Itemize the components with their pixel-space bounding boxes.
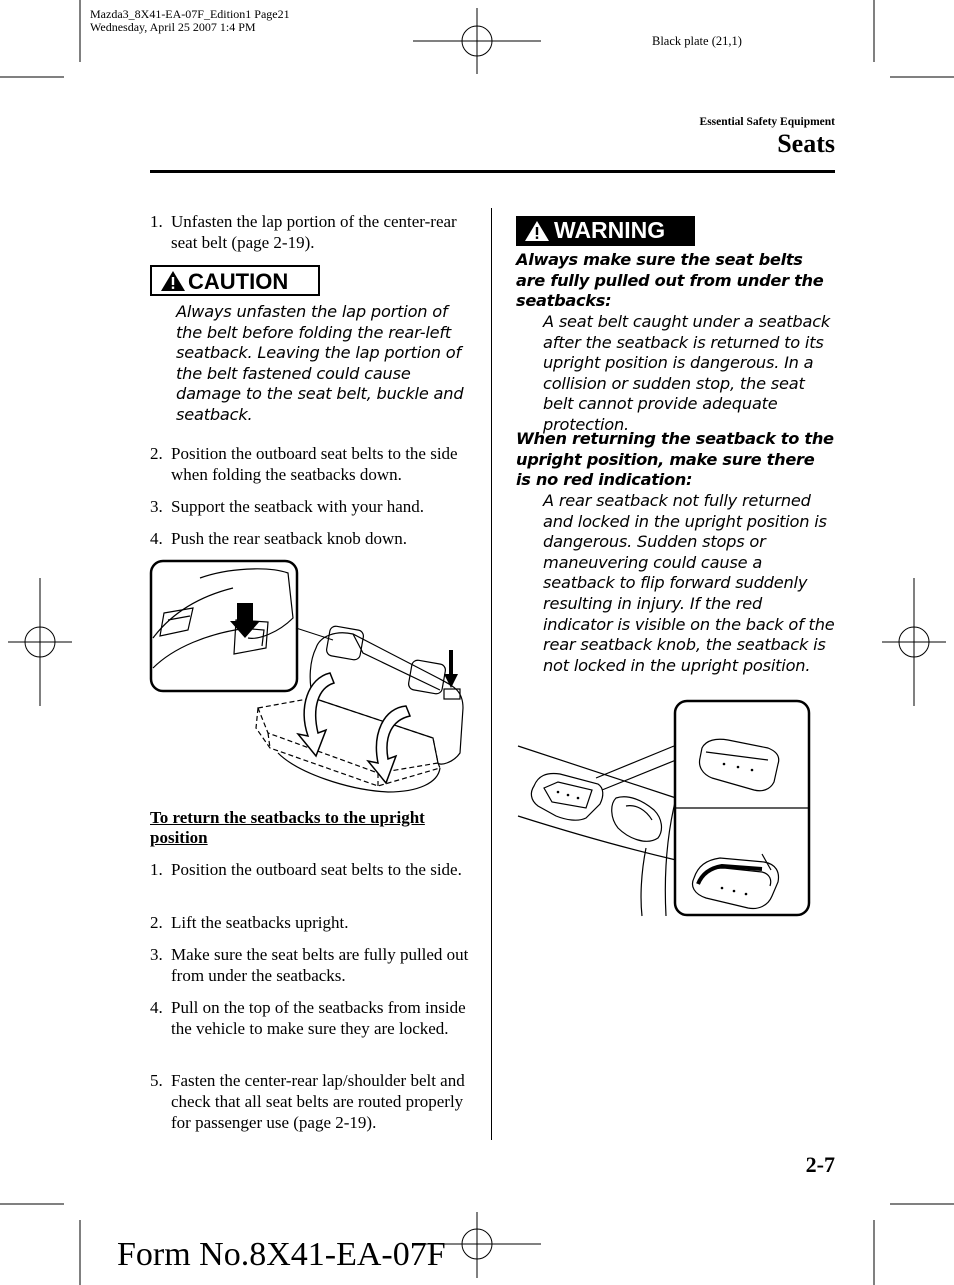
seatback-knob-indicator-illustration: [516, 698, 812, 920]
print-date-line: Wednesday, April 25 2007 1:4 PM: [90, 20, 256, 34]
step-text: Push the rear seatback knob down.: [171, 529, 408, 548]
step-text: Pull on the top of the seatbacks from inside the vehicle to make sure they are locked.: [171, 998, 466, 1038]
step-number: 2.: [150, 444, 163, 463]
print-file-line: Mazda3_8X41-EA-07F_Edition1 Page21: [90, 7, 290, 21]
page-number: 2-7: [805, 1152, 835, 1177]
step-text: Lift the seatbacks upright.: [171, 913, 349, 932]
warning-triangle-icon: [160, 270, 186, 292]
warning-heading-1: Always make sure the seat belts are fully pulled out from under the seatbacks:: [516, 250, 824, 311]
step-number: 1.: [150, 212, 163, 231]
return-step-1: [150, 859, 470, 880]
warning-body-2: A rear seatback not fully returned and locked in the upright position is dangerous. Sudden stops or maneuvering could cause a seatback to flip forward suddenly resulting in injury. If the red indicator is visible on the back of the rear seatback knob, the seatback is not locked in the upright position.: [543, 491, 835, 675]
warning-triangle-icon: [524, 220, 550, 242]
caution-label: CAUTION: [188, 269, 289, 294]
step-number: 4.: [150, 998, 163, 1017]
step-text: Make sure the seat belts are fully pulled out from under the seatbacks.: [171, 945, 469, 985]
step-4: [150, 528, 470, 549]
step-text: Support the seatback with your hand.: [171, 497, 425, 516]
return-step-3: [150, 944, 470, 986]
return-step-2: [150, 912, 470, 933]
step-text: Position the outboard seat belts to the side.: [171, 860, 462, 879]
step-number: 1.: [150, 860, 163, 879]
step-text: Position the outboard seat belts to the side when folding the seatbacks down.: [171, 444, 458, 484]
return-seatbacks-heading: To return the seatbacks to the upright position: [150, 808, 425, 847]
step-number: 3.: [150, 497, 163, 516]
step-number: 5.: [150, 1071, 163, 1090]
caution-label-box: [150, 265, 320, 296]
warning-label: WARNING: [554, 217, 666, 243]
warning-body-1: A seat belt caught under a seatback after the seatback is returned to its upright position is dangerous. In a collision or sudden stop, the seat belt cannot provide adequate protection.: [543, 312, 831, 434]
step-3: [150, 496, 470, 517]
step-number: 2.: [150, 913, 163, 932]
column-divider: [491, 208, 492, 1140]
section-category: Essential Safety Equipment: [699, 116, 835, 128]
return-step-5: [150, 1070, 470, 1133]
form-number: Form No.8X41-EA-07F: [117, 1236, 446, 1273]
caution-text: Always unfasten the lap portion of the belt before folding the rear-left seatback. Leaving the lap portion of the belt fastened could cause damage to the seat belt, buckle and seatback.: [176, 302, 464, 424]
print-header: [90, 8, 290, 34]
step-text: Unfasten the lap portion of the center-rear seat belt (page 2-19).: [171, 212, 457, 252]
step-number: 4.: [150, 529, 163, 548]
step-text: Fasten the center-rear lap/shoulder belt and check that all seat belts are routed properly for passenger use (page 2-19).: [171, 1071, 465, 1132]
step-number: 3.: [150, 945, 163, 964]
return-step-4: [150, 997, 470, 1039]
warning-label-box: [516, 216, 695, 246]
step-1: [150, 211, 470, 253]
seatback-fold-illustration: [148, 558, 470, 794]
plate-label: Black plate (21,1): [652, 34, 742, 48]
page-title: Seats: [777, 129, 835, 158]
warning-heading-2: When returning the seatback to the upright position, make sure there is no red indication:: [516, 429, 834, 490]
step-2: [150, 443, 470, 485]
header-rule: [150, 170, 835, 173]
